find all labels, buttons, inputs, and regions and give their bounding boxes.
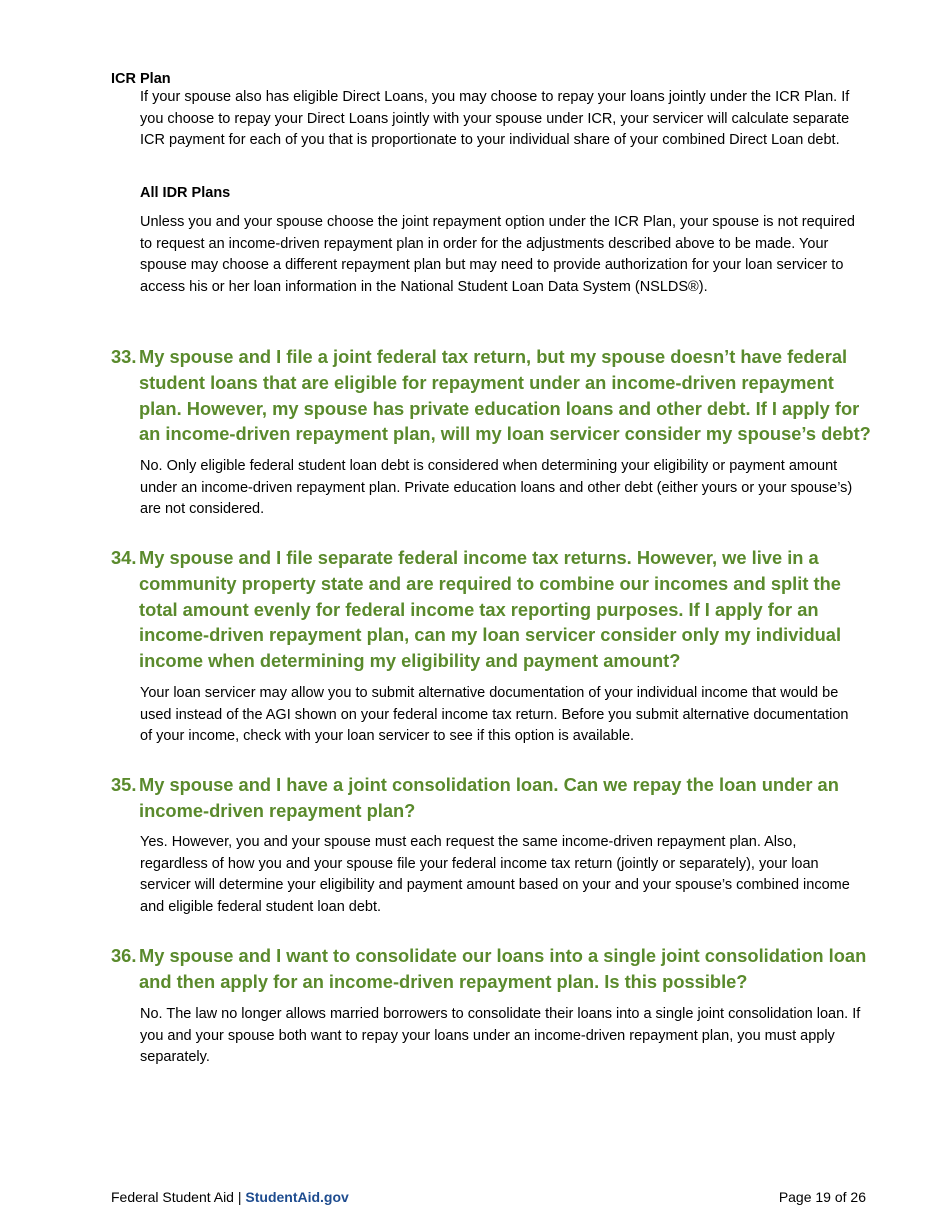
all-idr-plans-paragraph: Unless you and your spouse choose the joint repayment option under the ICR Plan, your spouse is not required to request an income-driven repayment plan in order for the adjustments described above to be made. Your spouse may choose a different repayment plan but may need to provide authorization for your loan servicer to access his or her loan information in the National Student Loan Data System (NSLDS®). [140,214,855,295]
icr-plan-heading: ICR Plan [111,71,171,87]
icr-plan-paragraph: If your spouse also has eligible Direct Loans, you may choose to repay your loans jointly under the ICR Plan. If you choose to repay your Direct Loans jointly with your spouse under ICR, your servicer will calculate separate ICR payment for each of you that is proportionate to your individual share of your combined Direct Loan debt. [140,89,850,148]
faq-answer-33: No. Only eligible federal student loan debt is considered when determining your eligibility or payment amount under an income-driven repayment plan. Private education loans and other debt (either yours or your spouse’s) are not considered. [140,458,853,517]
question-number: 33. [111,346,137,367]
page-number: Page 19 of 26 [778,1189,866,1205]
faq-question-34 [111,545,871,674]
question-text: My spouse and I file separate federal income tax returns. However, we live in a community property state and are required to combine our incomes and split the total amount evenly for federal income tax reporting purposes. If I apply for an income-driven repayment plan, can my loan servicer consider only my individual income when determining my eligibility and payment amount? [139,547,842,672]
all-idr-plans-heading: All IDR Plans [140,185,231,201]
faq-question-36 [111,943,871,995]
footer-org-text: Federal Student Aid | [111,1189,246,1205]
faq-answer-35: Yes. However, you and your spouse must each request the same income-driven repayment plan. Also, regardless of how you and your spouse file your federal income tax return (jointly or separately), your loan servicer will determine your eligibility and payment amount based on your and your spouse’s combined income and eligible federal student loan debt. [140,834,850,915]
question-text: My spouse and I have a joint consolidation loan. Can we repay the loan under an income-driven repayment plan? [139,774,839,821]
studentaid-link[interactable]: StudentAid.gov [245,1189,349,1205]
question-text: My spouse and I want to consolidate our loans into a single joint consolidation loan and then apply for an income-driven repayment plan. Is this possible? [139,945,867,992]
faq-question-33 [111,344,871,447]
question-number: 36. [111,945,137,966]
question-number: 34. [111,547,137,568]
question-number: 35. [111,774,137,795]
faq-question-35 [111,772,871,824]
faq-answer-36: No. The law no longer allows married borrowers to consolidate their loans into a single joint consolidation loan. If you and your spouse both want to repay your loans under an income-driven repayment plan, you must apply separately. [140,1006,861,1065]
footer-source [111,1188,349,1206]
faq-answer-34: Your loan servicer may allow you to submit alternative documentation of your individual income that would be used instead of the AGI shown on your federal income tax return. Before you submit alternative documentation of your income, check with your loan servicer to see if this option is available. [140,685,849,744]
question-text: My spouse and I file a joint federal tax return, but my spouse doesn’t have federal student loans that are eligible for repayment under an income-driven repayment plan. However, my spouse has private education loans and other debt. If I apply for an income-driven repayment plan, will my loan servicer consider my spouse’s debt? [139,346,871,445]
